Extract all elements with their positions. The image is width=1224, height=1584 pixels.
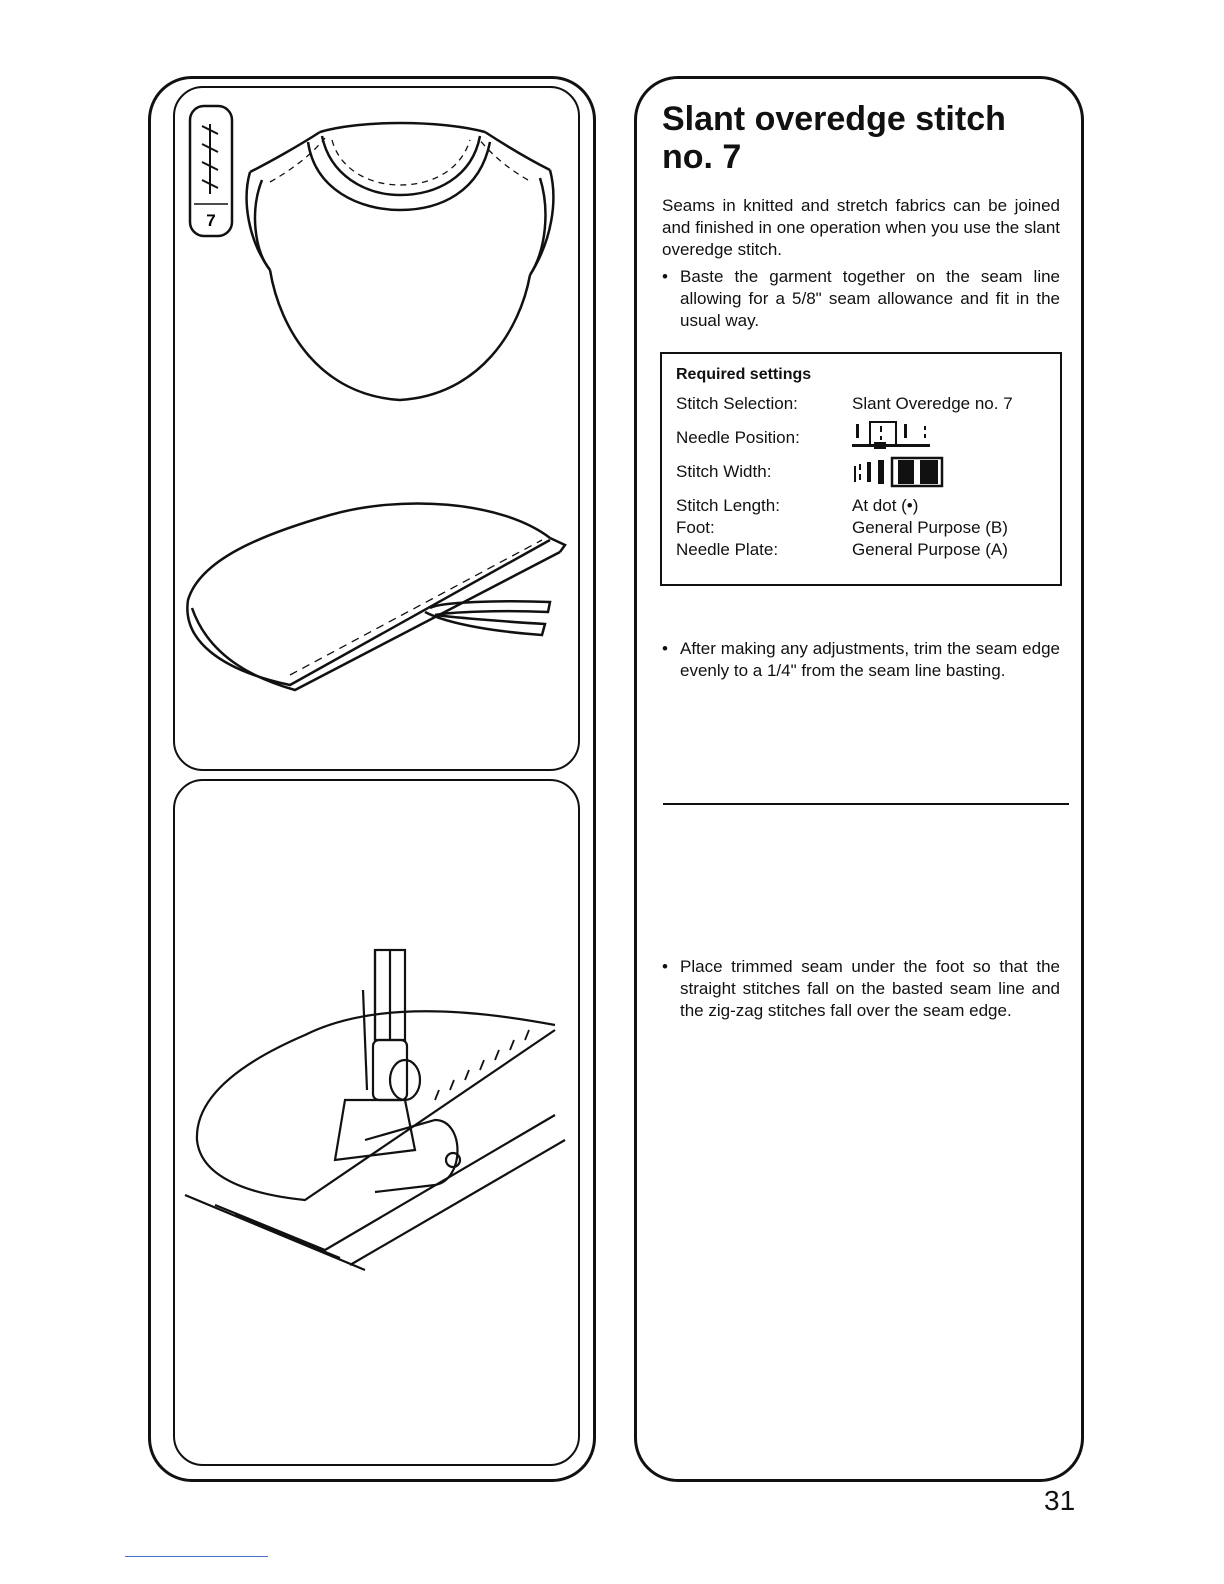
- bullet-baste: [662, 266, 1060, 332]
- required-settings-box: [660, 352, 1062, 586]
- settings-heading: Required settings: [676, 366, 812, 383]
- garment-illustration: [240, 110, 570, 410]
- page-title: Slant overedge stitch no. 7: [662, 100, 1006, 176]
- setting-value-stitch-selection: Slant Overedge no. 7: [852, 394, 1013, 413]
- footer-rule: [125, 1556, 268, 1557]
- bullet-dot: •: [662, 957, 668, 976]
- needle-position-icon: [852, 420, 932, 454]
- setting-label-needle-plate: Needle Plate:: [676, 540, 779, 559]
- stitch-badge-number: 7: [206, 211, 216, 230]
- setting-label-stitch-selection: Stitch Selection:: [676, 394, 798, 413]
- intro-paragraph: Seams in knitted and stretch fabrics can be joined and finished in one operation when you use the slant overedge stitch.: [662, 196, 1060, 259]
- sewing-machine-illustration: [175, 940, 575, 1290]
- setting-label-foot: Foot:: [676, 518, 715, 537]
- stitch-selector-badge: [188, 104, 234, 238]
- setting-label-needle-position: Needle Position:: [676, 428, 800, 447]
- sleeve-illustration: [180, 490, 580, 700]
- bullet-dot: •: [662, 639, 668, 658]
- stitch-width-icon: [852, 454, 952, 488]
- setting-label-stitch-length: Stitch Length:: [676, 496, 780, 515]
- bullet-place-text: Place trimmed seam under the foot so that the straight stitches fall on the basted seam line and the zig-zag stitches fall over the seam edge.: [680, 957, 1060, 1020]
- bullet-place: [662, 956, 1060, 1022]
- page-number: 31: [1044, 1485, 1076, 1516]
- setting-value-foot: General Purpose (B): [852, 518, 1008, 537]
- setting-label-stitch-width: Stitch Width:: [676, 462, 772, 481]
- setting-value-stitch-length: At dot (•): [852, 496, 919, 515]
- setting-value-needle-plate: General Purpose (A): [852, 540, 1008, 559]
- bullet-trim: [662, 638, 1060, 682]
- bullet-dot: •: [662, 267, 668, 286]
- bullet-baste-text: Baste the garment together on the seam line allowing for a 5/8" seam allowance and fit in the usual way.: [680, 267, 1060, 330]
- section-divider: [663, 803, 1069, 805]
- bullet-trim-text: After making any adjustments, trim the seam edge evenly to a 1/4" from the seam line basting.: [680, 639, 1060, 680]
